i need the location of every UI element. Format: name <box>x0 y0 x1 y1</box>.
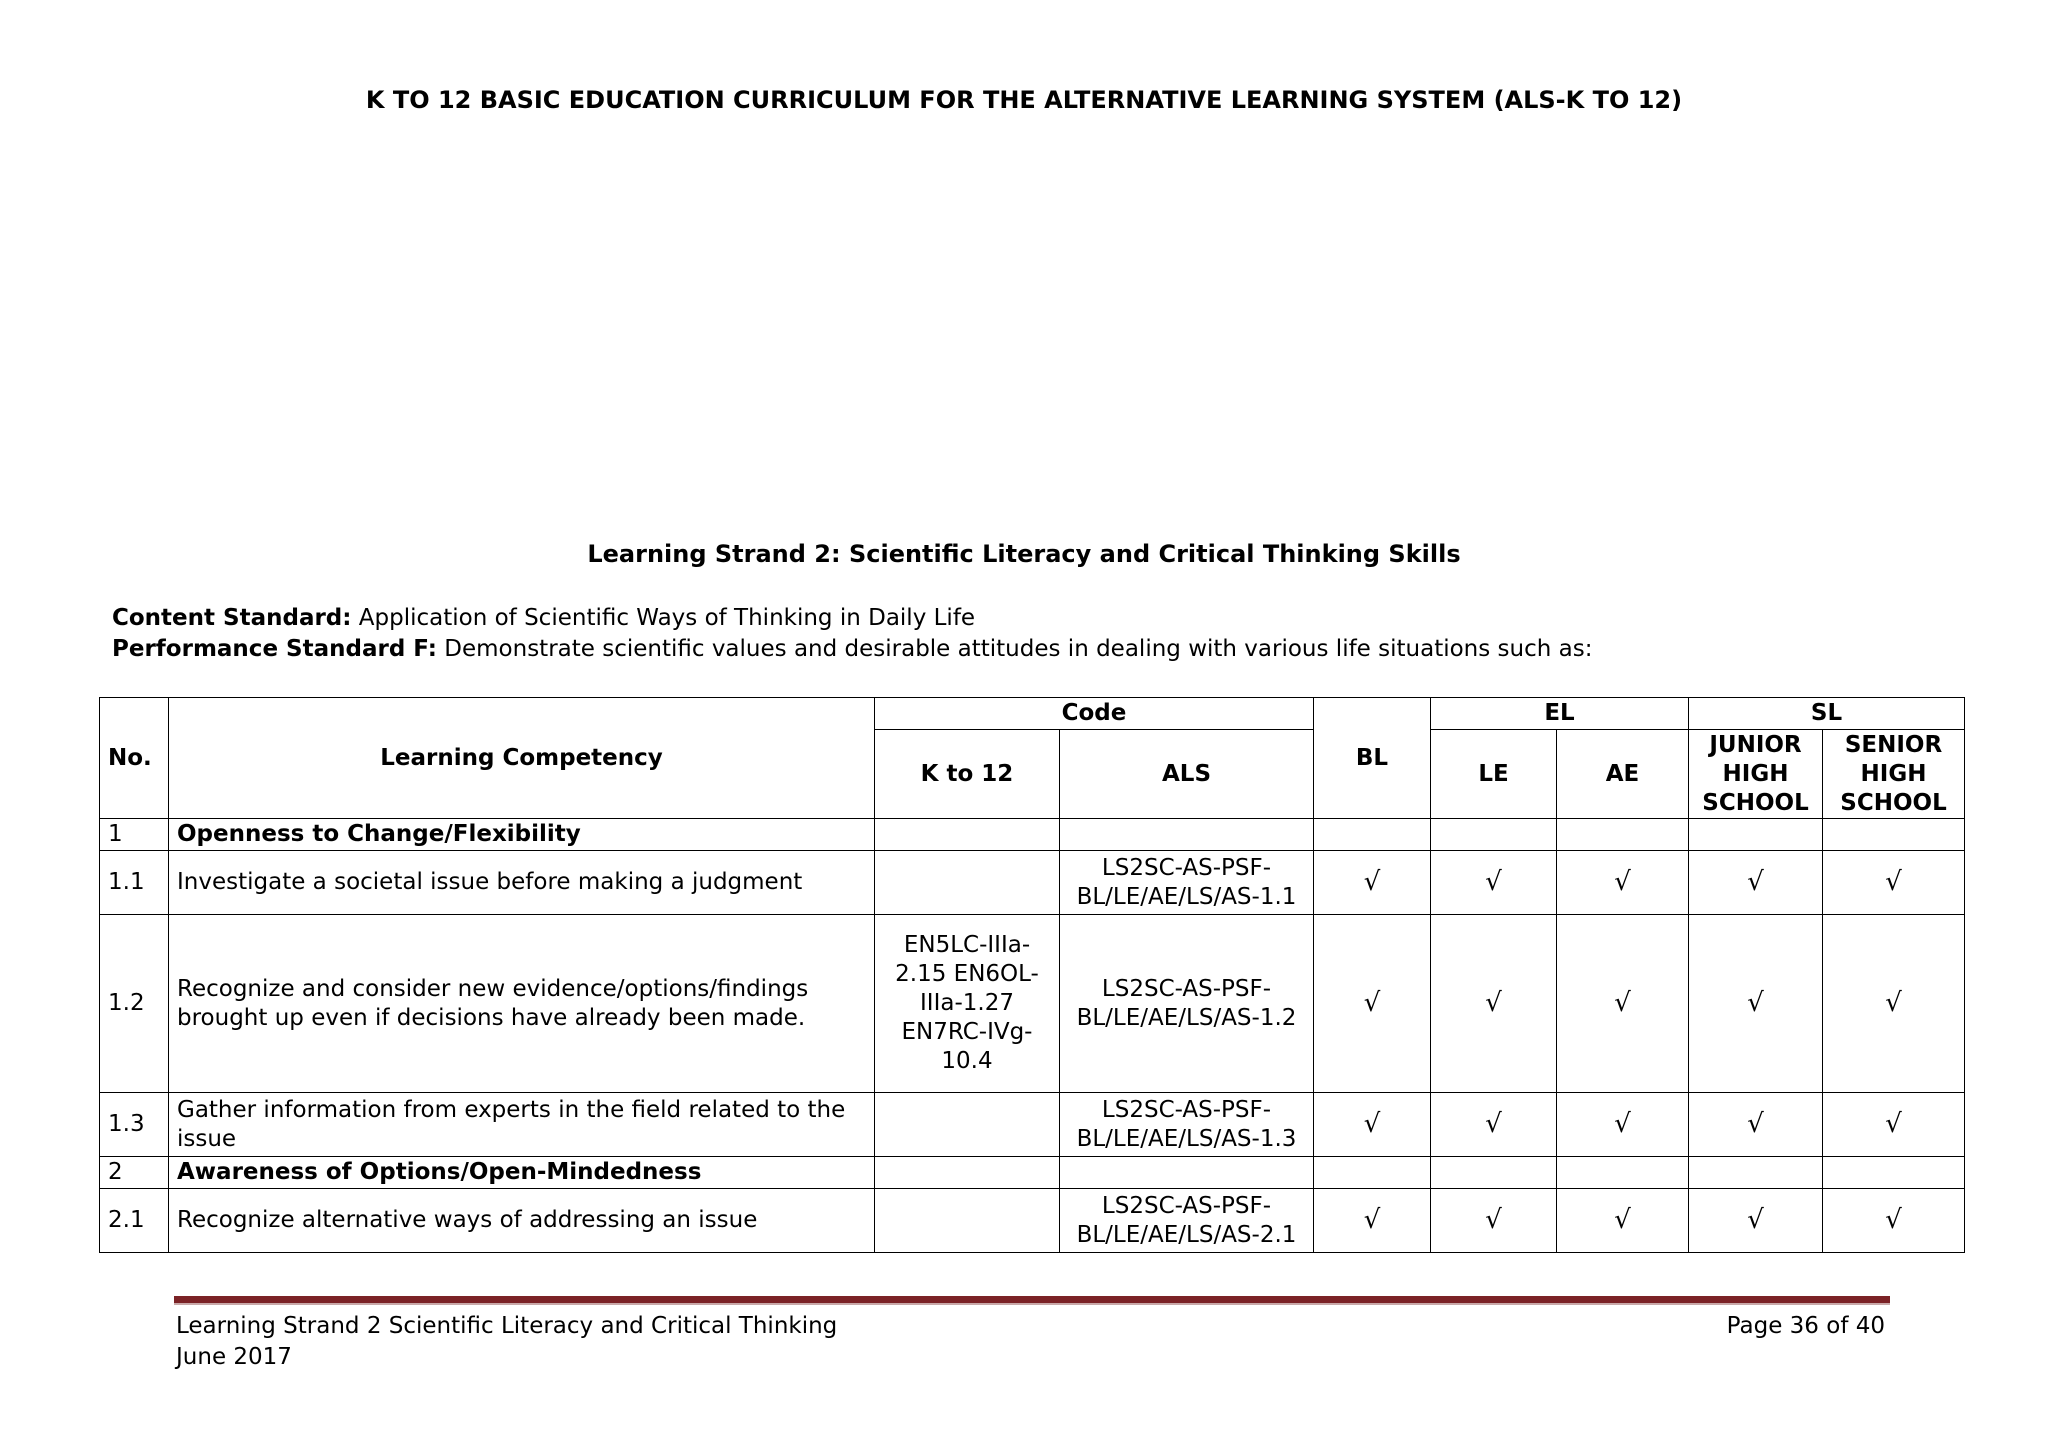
header-code: Code <box>875 698 1314 730</box>
header-le: LE <box>1431 730 1557 819</box>
row-k12-code <box>875 1093 1060 1157</box>
performance-standard <box>112 634 1592 665</box>
row-bl-check: √ <box>1314 915 1431 1093</box>
footer-divider <box>174 1296 1890 1305</box>
row-jhs-check <box>1689 1157 1823 1189</box>
content-standard-text: Application of Scientific Ways of Thinking in Daily Life <box>351 605 976 631</box>
row-shs-check: √ <box>1823 915 1965 1093</box>
header-sl: SL <box>1689 698 1965 730</box>
row-als-code: LS2SC-AS-PSF-BL/LE/AE/LS/AS-1.1 <box>1060 851 1314 915</box>
row-k12-code <box>875 1157 1060 1189</box>
row-le-check: √ <box>1431 851 1557 915</box>
row-bl-check: √ <box>1314 851 1431 915</box>
row-jhs-check: √ <box>1689 1093 1823 1157</box>
row-k12-code: EN5LC-IIIa-2.15 EN6OL-IIIa-1.27 EN7RC-IVg-10.4 <box>875 915 1060 1093</box>
row-jhs-check: √ <box>1689 1189 1823 1253</box>
row-ae-check: √ <box>1557 851 1689 915</box>
row-competency: Awareness of Options/Open-Mindedness <box>169 1157 875 1189</box>
row-ae-check: √ <box>1557 915 1689 1093</box>
row-competency: Openness to Change/Flexibility <box>169 819 875 851</box>
row-k12-code <box>875 1189 1060 1253</box>
header-ae: AE <box>1557 730 1689 819</box>
row-number: 1.1 <box>100 851 169 915</box>
content-standard-label: Content Standard: <box>112 605 352 631</box>
row-bl-check: √ <box>1314 1093 1431 1157</box>
row-number: 1 <box>100 819 169 851</box>
row-shs-check: √ <box>1823 851 1965 915</box>
row-ae-check: √ <box>1557 1093 1689 1157</box>
header-k-to-12: K to 12 <box>875 730 1060 819</box>
row-number: 1.3 <box>100 1093 169 1157</box>
row-shs-check: √ <box>1823 1189 1965 1253</box>
row-jhs-check <box>1689 819 1823 851</box>
standards-block <box>112 603 1592 665</box>
table-row <box>100 1189 1965 1253</box>
competency-table <box>99 697 1965 1253</box>
header-als: ALS <box>1060 730 1314 819</box>
footer-info <box>176 1311 837 1373</box>
row-le-check: √ <box>1431 1189 1557 1253</box>
header-learning-competency: Learning Competency <box>169 698 875 819</box>
page-number: Page 36 of 40 <box>1726 1313 1885 1339</box>
row-number: 2 <box>100 1157 169 1189</box>
row-competency: Recognize alternative ways of addressing an issue <box>169 1189 875 1253</box>
row-shs-check: √ <box>1823 1093 1965 1157</box>
row-jhs-check: √ <box>1689 851 1823 915</box>
performance-standard-text: Demonstrate scientific values and desirable attitudes in dealing with various life situations such as: <box>436 636 1593 662</box>
strand-title: Learning Strand 2: Scientific Literacy and Critical Thinking Skills <box>587 540 1461 568</box>
row-ae-check <box>1557 819 1689 851</box>
table-row <box>100 1157 1965 1189</box>
row-als-code <box>1060 819 1314 851</box>
row-le-check: √ <box>1431 915 1557 1093</box>
row-bl-check <box>1314 1157 1431 1189</box>
document-header: K TO 12 BASIC EDUCATION CURRICULUM FOR THE ALTERNATIVE LEARNING SYSTEM (ALS-K TO 12) <box>365 86 1683 114</box>
row-als-code: LS2SC-AS-PSF-BL/LE/AE/LS/AS-2.1 <box>1060 1189 1314 1253</box>
row-competency: Gather information from experts in the field related to the issue <box>169 1093 875 1157</box>
row-bl-check <box>1314 819 1431 851</box>
row-bl-check: √ <box>1314 1189 1431 1253</box>
header-no: No. <box>100 698 169 819</box>
row-k12-code <box>875 851 1060 915</box>
table-row <box>100 915 1965 1093</box>
row-als-code <box>1060 1157 1314 1189</box>
header-bl: BL <box>1314 698 1431 819</box>
row-als-code: LS2SC-AS-PSF-BL/LE/AE/LS/AS-1.3 <box>1060 1093 1314 1157</box>
header-junior-high-school: JUNIOR HIGH SCHOOL <box>1689 730 1823 819</box>
row-k12-code <box>875 819 1060 851</box>
content-standard <box>112 603 1592 634</box>
row-als-code: LS2SC-AS-PSF-BL/LE/AE/LS/AS-1.2 <box>1060 915 1314 1093</box>
row-ae-check: √ <box>1557 1189 1689 1253</box>
footer-strand-title: Learning Strand 2 Scientific Literacy and Critical Thinking <box>176 1313 838 1339</box>
table-row <box>100 1093 1965 1157</box>
header-el: EL <box>1431 698 1689 730</box>
header-senior-high-school: SENIOR HIGH SCHOOL <box>1823 730 1965 819</box>
row-competency: Recognize and consider new evidence/options/findings brought up even if decisions have already been made. <box>169 915 875 1093</box>
row-le-check <box>1431 819 1557 851</box>
row-shs-check <box>1823 1157 1965 1189</box>
row-number: 2.1 <box>100 1189 169 1253</box>
row-shs-check <box>1823 819 1965 851</box>
table-row <box>100 851 1965 915</box>
row-jhs-check: √ <box>1689 915 1823 1093</box>
row-le-check <box>1431 1157 1557 1189</box>
row-ae-check <box>1557 1157 1689 1189</box>
footer-date: June 2017 <box>176 1344 292 1370</box>
row-number: 1.2 <box>100 915 169 1093</box>
row-competency: Investigate a societal issue before making a judgment <box>169 851 875 915</box>
row-le-check: √ <box>1431 1093 1557 1157</box>
table-row <box>100 819 1965 851</box>
performance-standard-label: Performance Standard F: <box>112 636 437 662</box>
